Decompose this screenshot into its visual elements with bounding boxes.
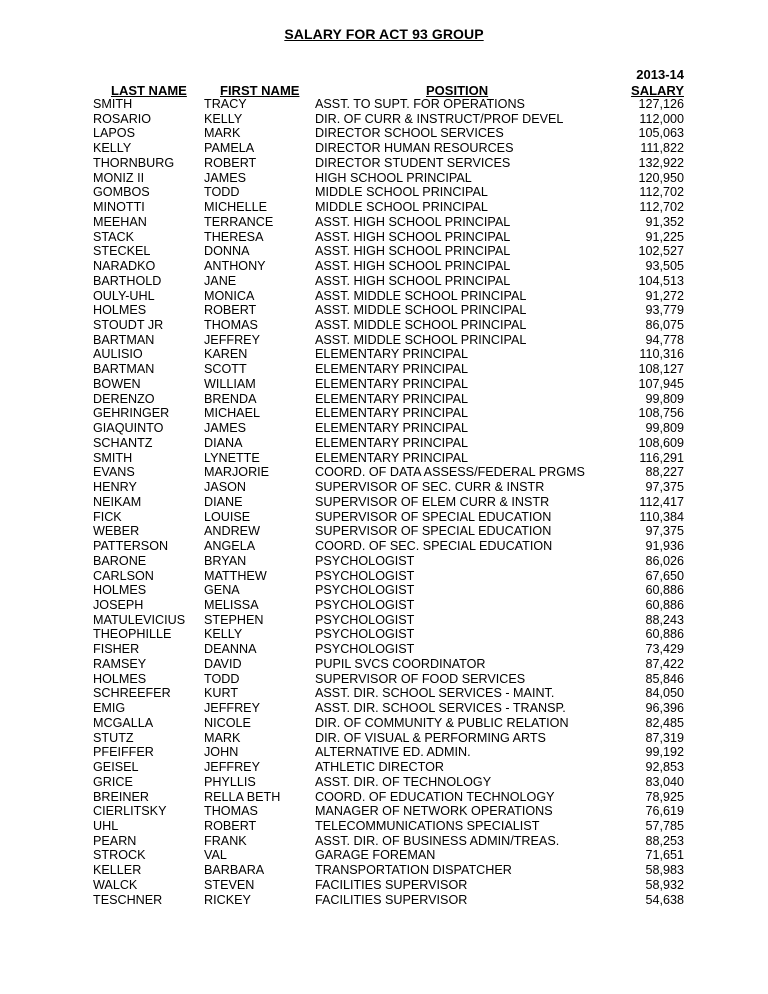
table-row xyxy=(0,790,768,805)
salary-cell: 78,925 xyxy=(645,789,684,804)
salary-cell: 93,779 xyxy=(645,303,684,318)
first-name-cell: MICHELLE xyxy=(204,200,267,215)
last-name-cell: CIERLITSKY xyxy=(93,804,167,819)
table-row xyxy=(0,569,768,584)
position-cell: PSYCHOLOGIST xyxy=(315,597,415,612)
last-name-cell: CARLSON xyxy=(93,568,154,583)
salary-cell: 76,619 xyxy=(645,804,684,819)
position-cell: PSYCHOLOGIST xyxy=(315,612,415,627)
last-name-cell: GRICE xyxy=(93,774,133,789)
first-name-cell: JEFFREY xyxy=(204,760,260,775)
last-name-cell: THEOPHILLE xyxy=(93,627,172,642)
first-name-cell: THOMAS xyxy=(204,318,258,333)
table-header xyxy=(0,66,768,98)
first-name-cell: WILLIAM xyxy=(204,376,256,391)
salary-cell: 60,886 xyxy=(645,583,684,598)
salary-cell: 108,756 xyxy=(638,406,684,421)
salary-cell: 132,922 xyxy=(638,155,684,170)
position-cell: SUPERVISOR OF SPECIAL EDUCATION xyxy=(315,524,552,539)
table-row xyxy=(0,465,768,480)
first-name-cell: ROBERT xyxy=(204,155,257,170)
table-row xyxy=(0,672,768,687)
position-cell: ELEMENTARY PRINCIPAL xyxy=(315,362,469,377)
salary-cell: 58,932 xyxy=(645,877,684,892)
position-cell: PSYCHOLOGIST xyxy=(315,583,415,598)
position-cell: ASST. MIDDLE SCHOOL PRINCIPAL xyxy=(315,303,527,318)
first-name-cell: STEPHEN xyxy=(204,612,264,627)
first-name-cell: VAL xyxy=(204,848,227,863)
position-cell: ATHLETIC DIRECTOR xyxy=(315,760,444,775)
table-row xyxy=(0,613,768,628)
position-cell: ASST. DIR. SCHOOL SERVICES - TRANSP. xyxy=(315,701,566,716)
salary-cell: 111,822 xyxy=(640,141,684,156)
position-cell: PUPIL SVCS COORDINATOR xyxy=(315,656,486,671)
salary-cell: 60,886 xyxy=(645,627,684,642)
last-name-cell: NEIKAM xyxy=(93,494,142,509)
salary-cell: 91,352 xyxy=(645,214,684,229)
first-name-cell: JAMES xyxy=(204,170,246,185)
position-cell: ASST. MIDDLE SCHOOL PRINCIPAL xyxy=(315,332,527,347)
table-row xyxy=(0,200,768,215)
position-cell: PSYCHOLOGIST xyxy=(315,553,415,568)
salary-cell: 67,650 xyxy=(645,568,684,583)
table-row xyxy=(0,392,768,407)
last-name-cell: BARTMAN xyxy=(93,362,155,377)
position-cell: FACILITIES SUPERVISOR xyxy=(315,877,468,892)
table-row xyxy=(0,554,768,569)
table-row xyxy=(0,215,768,230)
table-row xyxy=(0,289,768,304)
table-row xyxy=(0,524,768,539)
position-cell: DIR. OF CURR & INSTRUCT/PROF DEVEL xyxy=(315,111,564,126)
last-name-cell: JOSEPH xyxy=(93,597,144,612)
table-row xyxy=(0,377,768,392)
last-name-cell: STROCK xyxy=(93,848,146,863)
salary-cell: 84,050 xyxy=(645,686,684,701)
table-row xyxy=(0,893,768,908)
position-cell: MIDDLE SCHOOL PRINCIPAL xyxy=(315,185,488,200)
position-cell: DIR. OF VISUAL & PERFORMING ARTS xyxy=(315,730,546,745)
table-row xyxy=(0,274,768,289)
salary-cell: 127,126 xyxy=(638,97,684,111)
position-cell: SUPERVISOR OF FOOD SERVICES xyxy=(315,671,526,686)
first-name-cell: ANDREW xyxy=(204,524,260,539)
position-cell: ELEMENTARY PRINCIPAL xyxy=(315,435,469,450)
column-header-last-name: LAST NAME xyxy=(111,83,187,98)
table-row xyxy=(0,583,768,598)
last-name-cell: LAPOS xyxy=(93,126,135,141)
salary-table-body xyxy=(0,97,768,907)
first-name-cell: KAREN xyxy=(204,347,248,362)
position-cell: ELEMENTARY PRINCIPAL xyxy=(315,391,469,406)
salary-cell: 99,809 xyxy=(645,391,684,406)
last-name-cell: SCHREEFER xyxy=(93,686,171,701)
last-name-cell: EVANS xyxy=(93,465,135,480)
position-cell: ELEMENTARY PRINCIPAL xyxy=(315,406,469,421)
position-cell: SUPERVISOR OF SPECIAL EDUCATION xyxy=(315,509,552,524)
last-name-cell: WEBER xyxy=(93,524,140,539)
table-row xyxy=(0,141,768,156)
table-row xyxy=(0,716,768,731)
position-cell: ELEMENTARY PRINCIPAL xyxy=(315,376,469,391)
first-name-cell: ANGELA xyxy=(204,539,256,554)
position-cell: ASST. DIR. OF BUSINESS ADMIN/TREAS. xyxy=(315,833,560,848)
first-name-cell: DEANNA xyxy=(204,642,257,657)
table-row xyxy=(0,436,768,451)
salary-cell: 60,886 xyxy=(645,597,684,612)
last-name-cell: STACK xyxy=(93,229,135,244)
table-row xyxy=(0,657,768,672)
salary-cell: 91,272 xyxy=(645,288,684,303)
position-cell: TELECOMMUNICATIONS SPECIALIST xyxy=(315,818,540,833)
salary-cell: 87,319 xyxy=(645,730,684,745)
table-row xyxy=(0,259,768,274)
position-cell: ASST. HIGH SCHOOL PRINCIPAL xyxy=(315,259,511,274)
salary-cell: 71,651 xyxy=(645,848,684,863)
position-cell: ASST. HIGH SCHOOL PRINCIPAL xyxy=(315,229,511,244)
table-row xyxy=(0,347,768,362)
table-row xyxy=(0,303,768,318)
last-name-cell: KELLY xyxy=(93,141,132,156)
first-name-cell: BRYAN xyxy=(204,553,247,568)
position-cell: HIGH SCHOOL PRINCIPAL xyxy=(315,170,472,185)
salary-cell: 97,375 xyxy=(645,480,684,495)
table-row xyxy=(0,318,768,333)
table-row xyxy=(0,627,768,642)
last-name-cell: GIAQUINTO xyxy=(93,421,164,436)
first-name-cell: MARJORIE xyxy=(204,465,270,480)
first-name-cell: KURT xyxy=(204,686,239,701)
salary-cell: 99,192 xyxy=(645,745,684,760)
salary-cell: 96,396 xyxy=(645,701,684,716)
last-name-cell: NARADKO xyxy=(93,259,156,274)
position-cell: DIRECTOR HUMAN RESOURCES xyxy=(315,141,514,156)
first-name-cell: THERESA xyxy=(204,229,264,244)
first-name-cell: GENA xyxy=(204,583,240,598)
position-cell: ASST. MIDDLE SCHOOL PRINCIPAL xyxy=(315,288,527,303)
position-cell: PSYCHOLOGIST xyxy=(315,627,415,642)
salary-cell: 110,384 xyxy=(639,509,684,524)
first-name-cell: MATTHEW xyxy=(204,568,267,583)
position-cell: MIDDLE SCHOOL PRINCIPAL xyxy=(315,200,488,215)
first-name-cell: STEVEN xyxy=(204,877,255,892)
position-cell: ASST. DIR. OF TECHNOLOGY xyxy=(315,774,492,789)
table-row xyxy=(0,185,768,200)
salary-cell: 99,809 xyxy=(645,421,684,436)
first-name-cell: RICKEY xyxy=(204,892,251,907)
first-name-cell: ROBERT xyxy=(204,818,257,833)
table-row xyxy=(0,171,768,186)
first-name-cell: LOUISE xyxy=(204,509,251,524)
last-name-cell: SCHANTZ xyxy=(93,435,153,450)
first-name-cell: JEFFREY xyxy=(204,701,260,716)
last-name-cell: SMITH xyxy=(93,450,133,465)
first-name-cell: FRANK xyxy=(204,833,247,848)
salary-cell: 54,638 xyxy=(645,892,684,907)
position-cell: ASST. TO SUPT. FOR OPERATIONS xyxy=(315,97,525,111)
first-name-cell: JAMES xyxy=(204,421,246,436)
last-name-cell: MEEHAN xyxy=(93,214,147,229)
salary-cell: 73,429 xyxy=(645,642,684,657)
table-row xyxy=(0,112,768,127)
first-name-cell: THOMAS xyxy=(204,804,258,819)
table-row xyxy=(0,878,768,893)
last-name-cell: HOLMES xyxy=(93,671,147,686)
position-cell: ALTERNATIVE ED. ADMIN. xyxy=(315,745,471,760)
last-name-cell: TESCHNER xyxy=(93,892,163,907)
table-row xyxy=(0,495,768,510)
first-name-cell: KELLY xyxy=(204,111,243,126)
column-header-first-name: FIRST NAME xyxy=(220,83,300,98)
last-name-cell: BARONE xyxy=(93,553,147,568)
salary-cell: 105,063 xyxy=(638,126,684,141)
last-name-cell: AULISIO xyxy=(93,347,143,362)
last-name-cell: STOUDT JR xyxy=(93,318,164,333)
position-cell: PSYCHOLOGIST xyxy=(315,568,415,583)
column-header-salary: SALARY xyxy=(631,83,684,98)
position-cell: ASST. HIGH SCHOOL PRINCIPAL xyxy=(315,273,511,288)
position-cell: ELEMENTARY PRINCIPAL xyxy=(315,347,469,362)
salary-cell: 58,983 xyxy=(645,863,684,878)
salary-cell: 112,702 xyxy=(639,200,684,215)
first-name-cell: RELLA BETH xyxy=(204,789,281,804)
first-name-cell: MICHAEL xyxy=(204,406,260,421)
table-row xyxy=(0,804,768,819)
first-name-cell: KELLY xyxy=(204,627,243,642)
salary-cell: 88,253 xyxy=(645,833,684,848)
first-name-cell: MELISSA xyxy=(204,597,259,612)
position-cell: ELEMENTARY PRINCIPAL xyxy=(315,450,469,465)
first-name-cell: MARK xyxy=(204,730,241,745)
position-cell: TRANSPORTATION DISPATCHER xyxy=(315,863,512,878)
salary-cell: 93,505 xyxy=(645,259,684,274)
salary-cell: 108,127 xyxy=(638,362,684,377)
salary-cell: 104,513 xyxy=(638,273,684,288)
salary-cell: 91,225 xyxy=(645,229,684,244)
first-name-cell: MONICA xyxy=(204,288,255,303)
salary-cell: 91,936 xyxy=(645,539,684,554)
first-name-cell: JEFFREY xyxy=(204,332,260,347)
column-header-position: POSITION xyxy=(426,83,489,98)
last-name-cell: FICK xyxy=(93,509,122,524)
last-name-cell: MINOTTI xyxy=(93,200,145,215)
salary-cell: 92,853 xyxy=(645,760,684,775)
table-row xyxy=(0,333,768,348)
salary-cell: 102,527 xyxy=(638,244,684,259)
salary-cell: 116,291 xyxy=(639,450,684,465)
salary-cell: 108,609 xyxy=(638,435,684,450)
table-row xyxy=(0,156,768,171)
table-row xyxy=(0,701,768,716)
first-name-cell: BRENDA xyxy=(204,391,257,406)
last-name-cell: DERENZO xyxy=(93,391,155,406)
position-cell: COORD. OF SEC. SPECIAL EDUCATION xyxy=(315,539,553,554)
table-row xyxy=(0,760,768,775)
last-name-cell: RAMSEY xyxy=(93,656,147,671)
first-name-cell: NICOLE xyxy=(204,715,251,730)
last-name-cell: SMITH xyxy=(93,97,133,111)
position-cell: SUPERVISOR OF SEC. CURR & INSTR xyxy=(315,480,545,495)
last-name-cell: PATTERSON xyxy=(93,539,169,554)
salary-cell: 86,026 xyxy=(645,553,684,568)
last-name-cell: GEISEL xyxy=(93,760,139,775)
first-name-cell: TERRANCE xyxy=(204,214,274,229)
salary-cell: 88,227 xyxy=(645,465,684,480)
salary-cell: 112,000 xyxy=(639,111,684,126)
table-row xyxy=(0,775,768,790)
salary-cell: 85,846 xyxy=(645,671,684,686)
salary-cell: 112,417 xyxy=(639,494,684,509)
table-row xyxy=(0,539,768,554)
first-name-cell: SCOTT xyxy=(204,362,247,377)
last-name-cell: BARTHOLD xyxy=(93,273,162,288)
position-cell: PSYCHOLOGIST xyxy=(315,642,415,657)
first-name-cell: PHYLLIS xyxy=(204,774,256,789)
table-row xyxy=(0,406,768,421)
last-name-cell: HOLMES xyxy=(93,303,147,318)
first-name-cell: DIANA xyxy=(204,435,243,450)
position-cell: ELEMENTARY PRINCIPAL xyxy=(315,421,469,436)
position-cell: GARAGE FOREMAN xyxy=(315,848,436,863)
table-row xyxy=(0,834,768,849)
last-name-cell: KELLER xyxy=(93,863,142,878)
last-name-cell: STUTZ xyxy=(93,730,134,745)
table-row xyxy=(0,244,768,259)
table-row xyxy=(0,642,768,657)
first-name-cell: JASON xyxy=(204,480,246,495)
first-name-cell: TRACY xyxy=(204,97,247,111)
salary-cell: 82,485 xyxy=(645,715,684,730)
first-name-cell: ROBERT xyxy=(204,303,257,318)
last-name-cell: STECKEL xyxy=(93,244,151,259)
table-row xyxy=(0,848,768,863)
first-name-cell: DAVID xyxy=(204,656,242,671)
last-name-cell: BREINER xyxy=(93,789,149,804)
last-name-cell: HOLMES xyxy=(93,583,147,598)
salary-cell: 112,702 xyxy=(639,185,684,200)
table-row xyxy=(0,451,768,466)
last-name-cell: BOWEN xyxy=(93,376,141,391)
last-name-cell: OULY-UHL xyxy=(93,288,155,303)
last-name-cell: PFEIFFER xyxy=(93,745,154,760)
position-cell: ASST. MIDDLE SCHOOL PRINCIPAL xyxy=(315,318,527,333)
document-title: SALARY FOR ACT 93 GROUP xyxy=(284,26,484,42)
last-name-cell: UHL xyxy=(93,818,119,833)
position-cell: ASST. DIR. SCHOOL SERVICES - MAINT. xyxy=(315,686,555,701)
first-name-cell: JANE xyxy=(204,273,237,288)
table-row xyxy=(0,686,768,701)
position-cell: ASST. HIGH SCHOOL PRINCIPAL xyxy=(315,244,511,259)
first-name-cell: MARK xyxy=(204,126,241,141)
position-cell: DIRECTOR STUDENT SERVICES xyxy=(315,155,511,170)
last-name-cell: BARTMAN xyxy=(93,332,155,347)
first-name-cell: ANTHONY xyxy=(204,259,266,274)
table-row xyxy=(0,97,768,112)
table-row xyxy=(0,480,768,495)
salary-cell: 83,040 xyxy=(645,774,684,789)
salary-cell: 86,075 xyxy=(645,318,684,333)
salary-cell: 97,375 xyxy=(645,524,684,539)
last-name-cell: THORNBURG xyxy=(93,155,175,170)
last-name-cell: GOMBOS xyxy=(93,185,150,200)
last-name-cell: HENRY xyxy=(93,480,137,495)
salary-cell: 107,945 xyxy=(638,376,684,391)
position-cell: DIRECTOR SCHOOL SERVICES xyxy=(315,126,504,141)
last-name-cell: ROSARIO xyxy=(93,111,152,126)
first-name-cell: TODD xyxy=(204,185,240,200)
salary-cell: 57,785 xyxy=(645,818,684,833)
salary-cell: 87,422 xyxy=(645,656,684,671)
position-cell: MANAGER OF NETWORK OPERATIONS xyxy=(315,804,553,819)
position-cell: SUPERVISOR OF ELEM CURR & INSTR xyxy=(315,494,550,509)
table-row xyxy=(0,126,768,141)
first-name-cell: PAMELA xyxy=(204,141,255,156)
last-name-cell: FISHER xyxy=(93,642,140,657)
salary-cell: 94,778 xyxy=(645,332,684,347)
table-row xyxy=(0,510,768,525)
last-name-cell: WALCK xyxy=(93,877,138,892)
first-name-cell: BARBARA xyxy=(204,863,265,878)
position-cell: DIR. OF COMMUNITY & PUBLIC RELATION xyxy=(315,715,569,730)
position-cell: ASST. HIGH SCHOOL PRINCIPAL xyxy=(315,214,511,229)
last-name-cell: GEHRINGER xyxy=(93,406,170,421)
table-row xyxy=(0,745,768,760)
last-name-cell: PEARN xyxy=(93,833,137,848)
table-row xyxy=(0,421,768,436)
first-name-cell: DONNA xyxy=(204,244,250,259)
table-row xyxy=(0,819,768,834)
first-name-cell: DIANE xyxy=(204,494,243,509)
position-cell: FACILITIES SUPERVISOR xyxy=(315,892,468,907)
position-cell: COORD. OF EDUCATION TECHNOLOGY xyxy=(315,789,555,804)
last-name-cell: MONIZ II xyxy=(93,170,145,185)
table-row xyxy=(0,731,768,746)
salary-cell: 120,950 xyxy=(638,170,684,185)
position-cell: COORD. OF DATA ASSESS/FEDERAL PRGMS xyxy=(315,465,585,480)
column-header-salary-year: 2013-14 xyxy=(636,67,684,82)
table-row xyxy=(0,230,768,245)
table-row xyxy=(0,598,768,613)
salary-cell: 110,316 xyxy=(639,347,684,362)
table-row xyxy=(0,362,768,377)
first-name-cell: JOHN xyxy=(204,745,239,760)
salary-cell: 88,243 xyxy=(645,612,684,627)
last-name-cell: MATULEVICIUS xyxy=(93,612,186,627)
table-row xyxy=(0,863,768,878)
last-name-cell: MCGALLA xyxy=(93,715,154,730)
first-name-cell: LYNETTE xyxy=(204,450,260,465)
first-name-cell: TODD xyxy=(204,671,240,686)
last-name-cell: EMIG xyxy=(93,701,126,716)
